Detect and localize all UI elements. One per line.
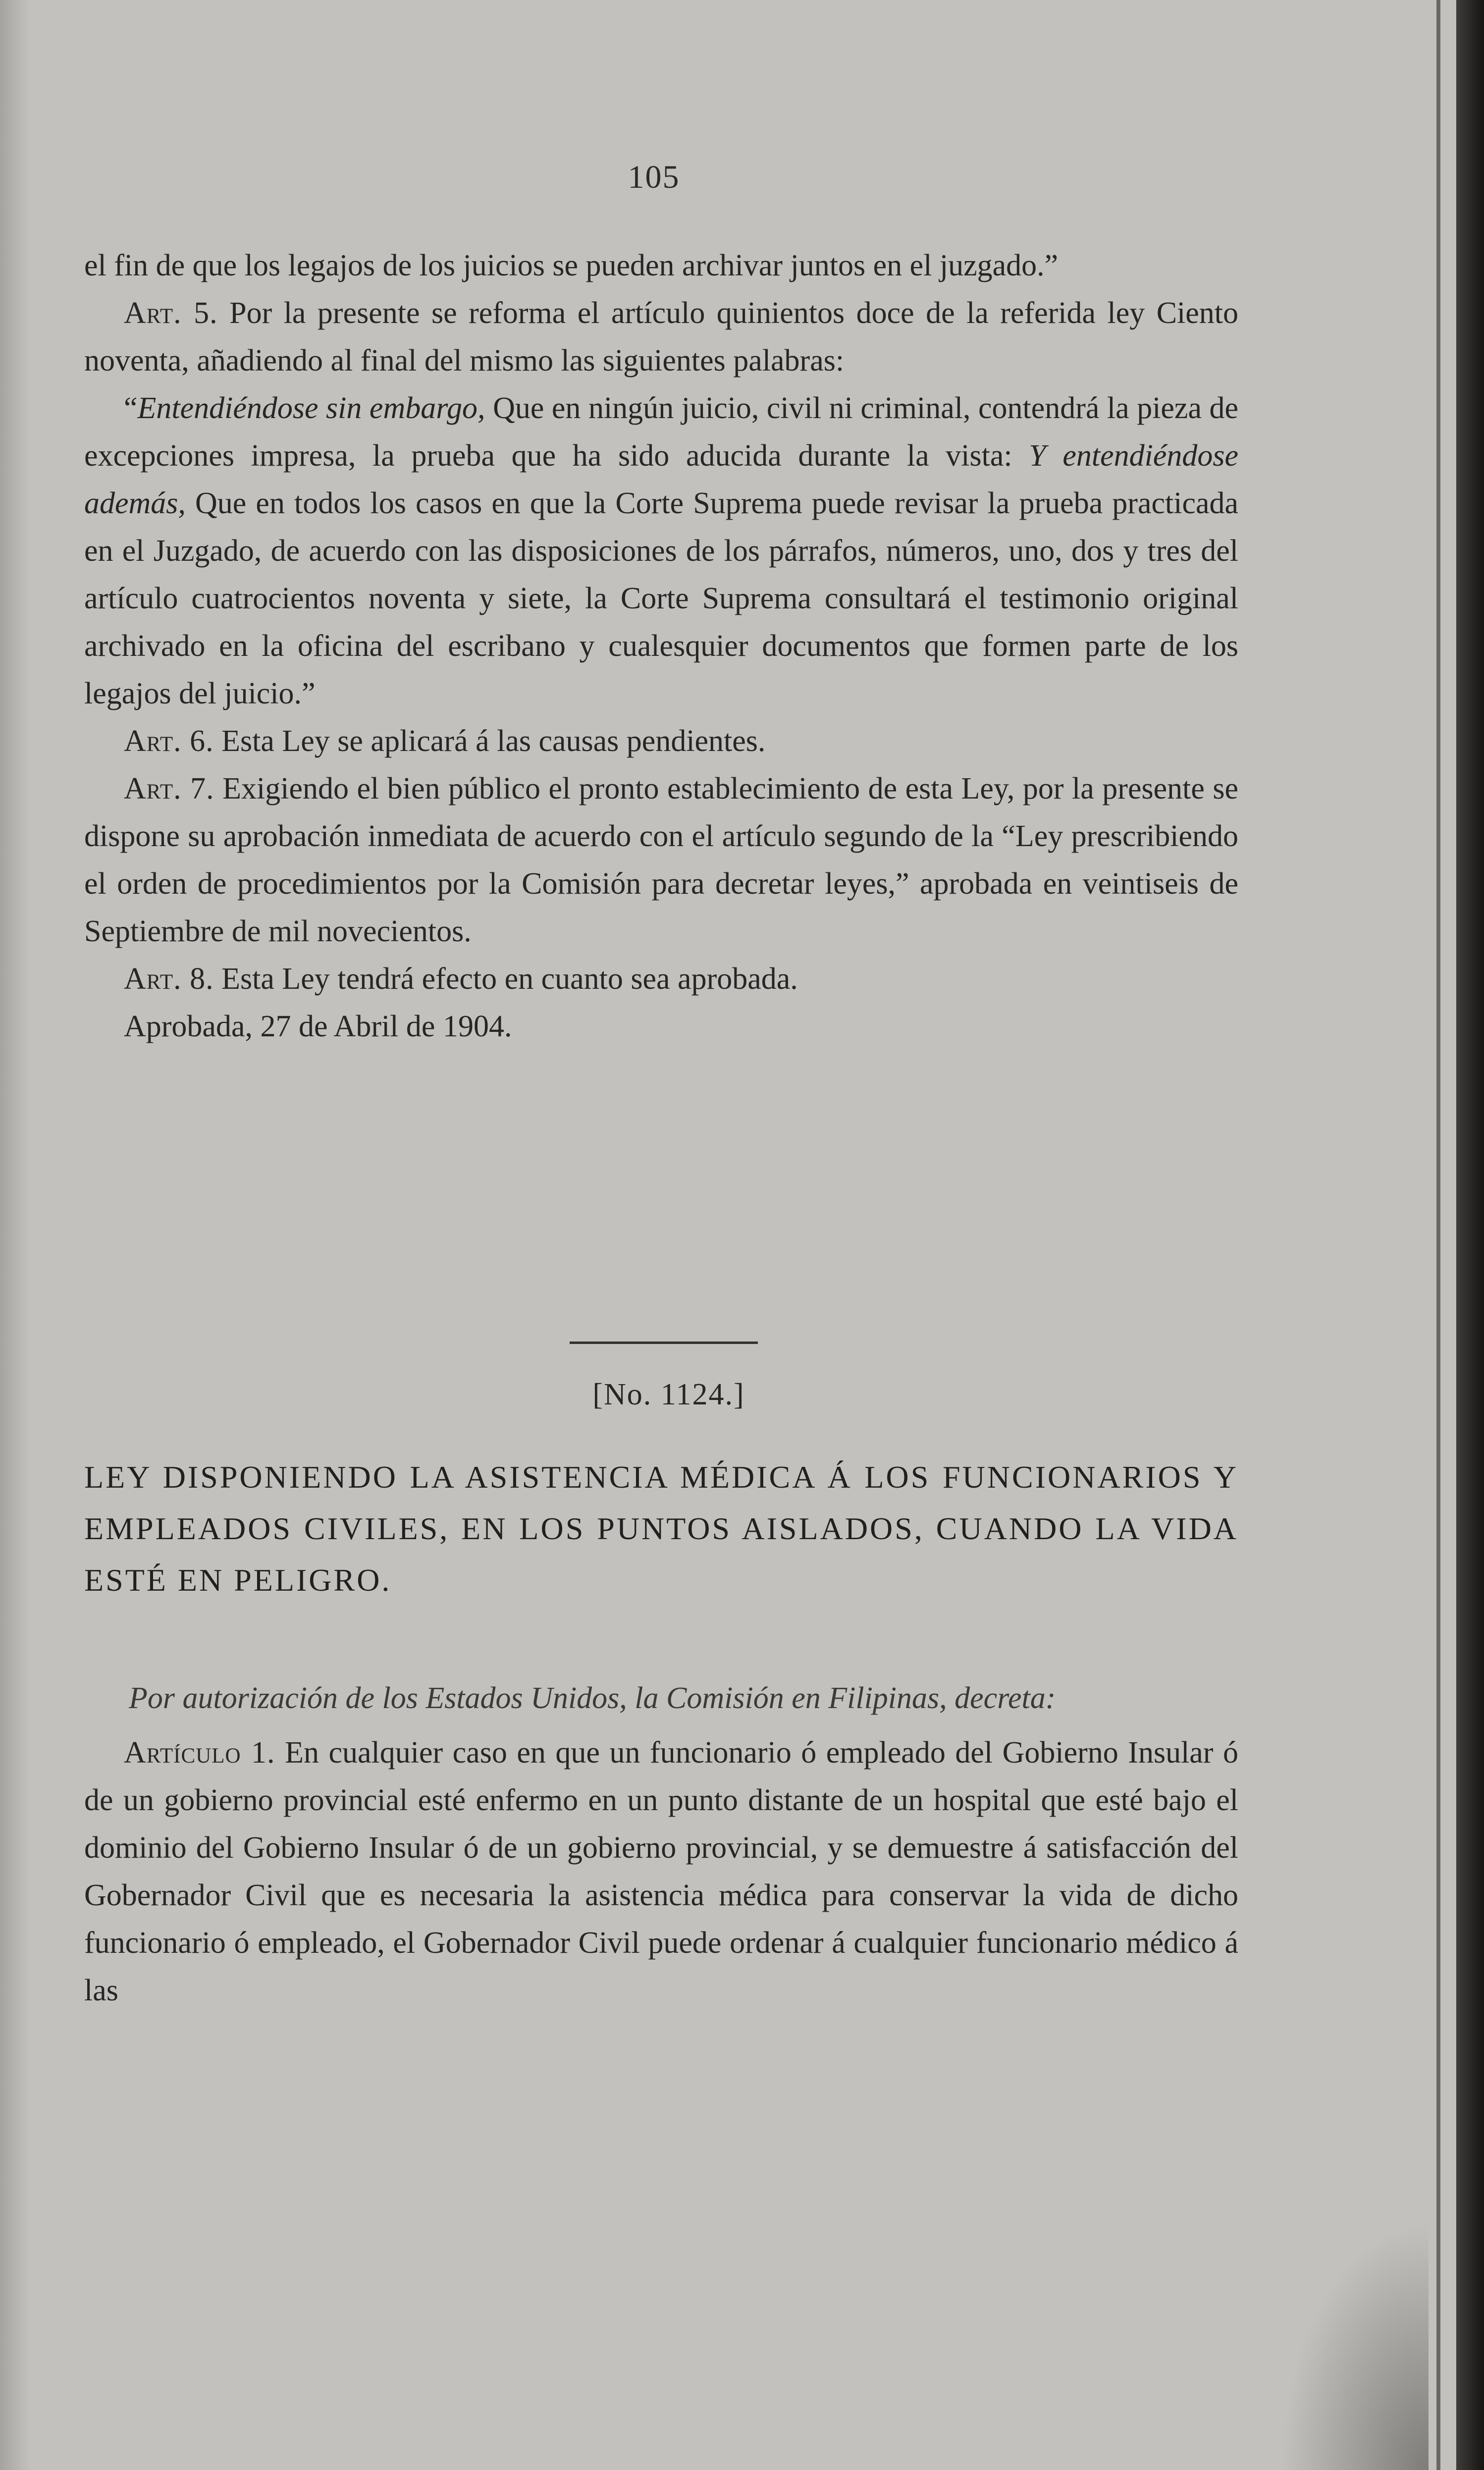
article-text: Esta Ley se aplicará á las causas pendientes.	[221, 724, 766, 758]
article-5	[84, 289, 1238, 384]
law-number: [No. 1124.]	[592, 1378, 745, 1411]
article-1	[84, 1729, 1238, 2014]
article-text: En cualquier caso en que un funcionario ó empleado del Gobierno Insular ó de un gobierno provincial esté enfermo en un punto distante de un hospital que esté bajo el dominio del Gobierno Insular ó de un gobierno provincial, y se demuestre á satisfacción del Gobernador Civil que es necesaria la asistencia médica para conservar la vida de dicho funcionario ó empleado, el Gobernador Civil puede ordenar á cualquier funcionario médico á las	[84, 1736, 1239, 2007]
article-8	[84, 955, 1238, 1003]
proviso-text-2: Que en todos los casos en que la Corte Suprema puede revisar la prueba practicada en el Juzgado, de acuerdo con las disposiciones de los párrafos, números, uno, dos y tres del artículo cuatrocientos noventa y siete, la Corte Suprema consultará el testimonio original archivado en la oficina del escribano y cualesquier documentos que formen parte de los legajos del juicio.”	[84, 486, 1238, 710]
text-block-new-law	[84, 1729, 1238, 2014]
article-label: Art. 6.	[124, 724, 214, 758]
paragraph-continuation: el fin de que los legajos de los juicios se pueden archivar juntos en el juzgado.”	[84, 249, 1059, 282]
enacting-clause: Por autorización de los Estados Unidos, la Comisión en Filipinas, decreta:	[129, 1681, 1056, 1715]
article-label: Art. 7.	[124, 772, 214, 805]
article-text: Esta Ley tendrá efecto en cuanto sea aprobada.	[221, 962, 798, 996]
proviso-text-1: Que en ningún juicio, civil ni criminal, contendrá la pieza de excepciones impresa, la prueba que ha sido aducida durante la vista:	[84, 391, 1239, 473]
article-text: Exigiendo el bien público el pronto establecimiento de esta Ley, por la presente se dispone su aprobación inmediata de acuerdo con el artículo segundo de la “Ley prescribiendo el orden de procedimientos por la Comisión para decretar leyes,” aprobada en veintiseis de Septiembre de mil novecientos.	[84, 772, 1238, 948]
section-divider	[570, 1342, 758, 1344]
approval-date: Aprobada, 27 de Abril de 1904.	[124, 1010, 512, 1043]
page-number: 105	[628, 159, 680, 195]
article-label: Artículo 1.	[124, 1736, 275, 1770]
page-corner-shadow	[1280, 2222, 1429, 2470]
book-edge-shadow	[1456, 0, 1484, 2470]
article-label: Art. 8.	[124, 962, 214, 996]
page-gutter-line	[1436, 0, 1440, 2470]
article-6	[84, 717, 1238, 765]
article-text: Por la presente se reforma el artículo quinientos doce de la referida ley Ciento noventa, añadiendo al final del mismo las siguientes palabras:	[84, 296, 1239, 377]
article-label: Art. 5.	[124, 296, 218, 330]
open-quote: “	[124, 391, 138, 425]
law-title: LEY DISPONIENDO LA ASISTENCIA MÉDICA Á LOS FUNCIONARIOS Y EMPLEADOS CIVILES, EN LOS PUNTOS AISLADOS, CUANDO LA VIDA ESTÉ EN PELIGRO.	[84, 1459, 1238, 1598]
quoted-amendment	[84, 384, 1238, 717]
proviso-italic-1: Entendiéndose sin embargo,	[137, 391, 485, 425]
text-block-previous-law	[84, 242, 1238, 1050]
article-7	[84, 765, 1238, 955]
proviso-italic-2: Y entendiéndose además,	[84, 439, 1238, 520]
